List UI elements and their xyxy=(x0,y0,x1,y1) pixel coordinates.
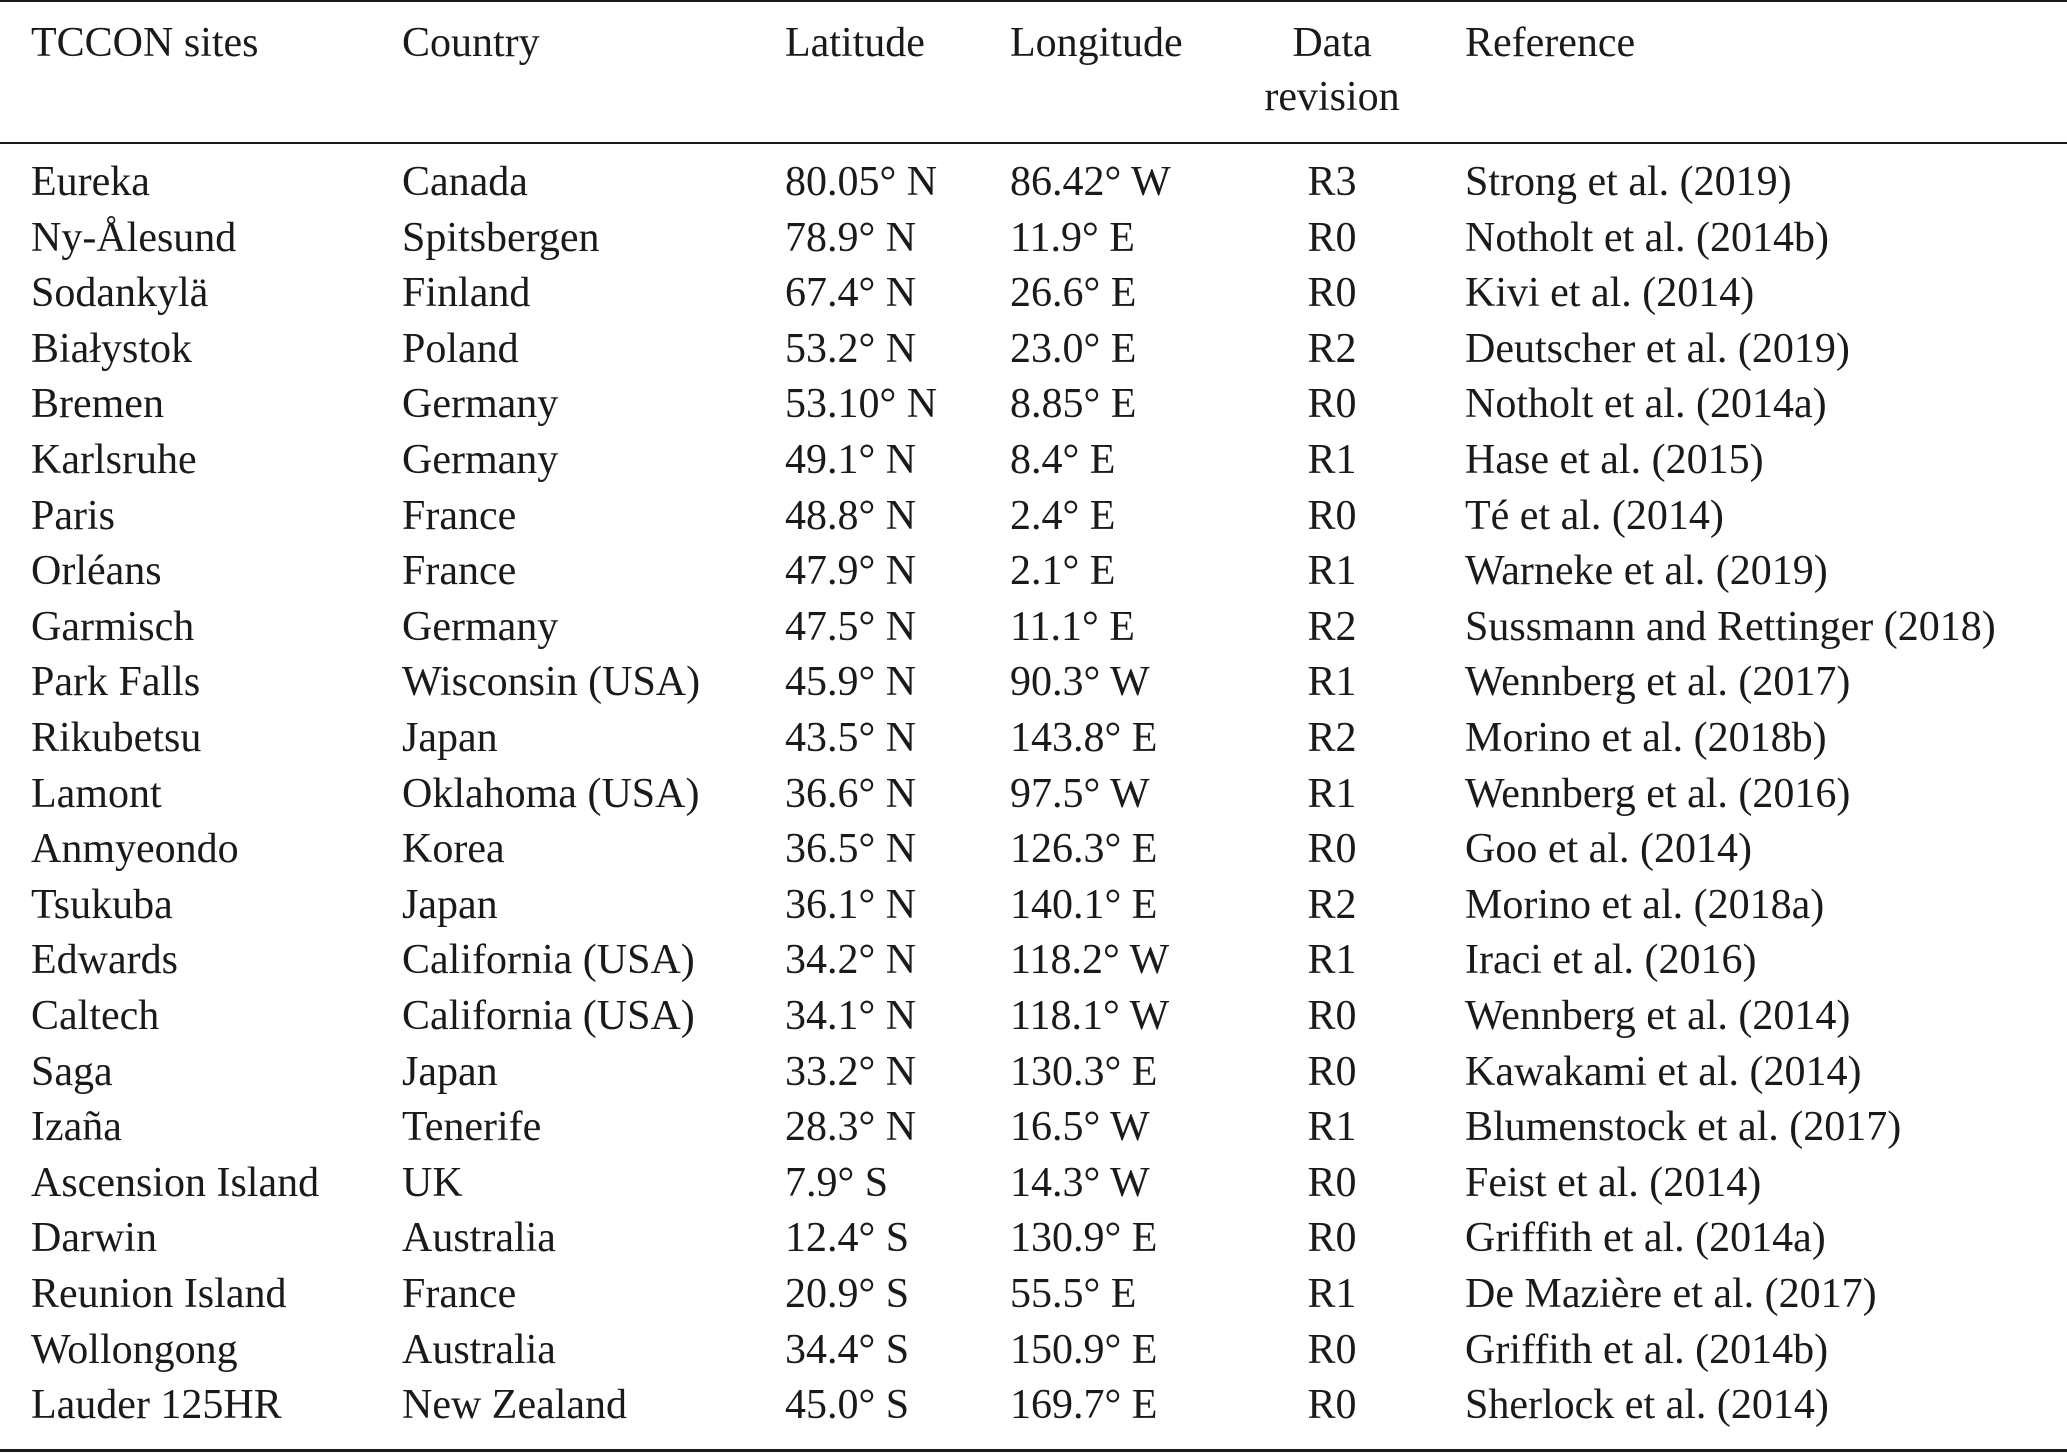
cell-reference: Morino et al. (2018a) xyxy=(1465,881,1825,928)
cell-longitude: 26.6° E xyxy=(1010,270,1137,317)
cell-longitude: 150.9° E xyxy=(1010,1326,1158,1373)
cell-longitude: 130.3° E xyxy=(1010,1048,1158,1095)
table-row xyxy=(0,822,2067,878)
cell-latitude: 49.1° N xyxy=(785,437,917,483)
table-row xyxy=(0,377,2067,433)
table-row xyxy=(0,989,2067,1045)
cell-latitude: 43.5° N xyxy=(785,715,917,761)
cell-revision: R1 xyxy=(1307,937,1357,984)
cell-revision: R1 xyxy=(1307,659,1357,706)
cell-country: Germany xyxy=(402,381,559,428)
cell-site: Sodankylä xyxy=(31,270,209,317)
cell-revision: R0 xyxy=(1307,1326,1357,1373)
cell-latitude: 45.9° N xyxy=(785,659,917,706)
cell-country: Oklahoma (USA) xyxy=(402,770,700,817)
cell-latitude: 36.6° N xyxy=(785,770,917,817)
cell-site: Eureka xyxy=(31,159,150,205)
cell-reference: Warneke et al. (2019) xyxy=(1465,548,1828,595)
cell-revision: R2 xyxy=(1307,603,1357,650)
cell-reference: Té et al. (2014) xyxy=(1465,492,1724,539)
cell-latitude: 33.2° N xyxy=(785,1048,917,1095)
cell-revision: R0 xyxy=(1307,492,1357,539)
cell-site: Saga xyxy=(31,1048,113,1095)
cell-country: Tenerife xyxy=(402,1104,542,1151)
cell-longitude: 11.9° E xyxy=(1010,214,1135,261)
cell-reference: Hase et al. (2015) xyxy=(1465,437,1764,483)
cell-country: California (USA) xyxy=(402,937,695,984)
cell-reference: Iraci et al. (2016) xyxy=(1465,937,1757,984)
cell-revision: R2 xyxy=(1307,715,1357,761)
cell-reference: Notholt et al. (2014a) xyxy=(1465,381,1827,428)
header-site: TCCON sites xyxy=(31,20,259,66)
header-revision-line2: revision xyxy=(1264,74,1400,120)
cell-country: France xyxy=(402,1271,517,1317)
cell-site: Darwin xyxy=(31,1215,157,1262)
cell-revision: R3 xyxy=(1307,159,1357,205)
cell-revision: R1 xyxy=(1307,1271,1357,1317)
cell-country: Canada xyxy=(402,159,528,205)
header-latitude: Latitude xyxy=(785,20,925,66)
table-row xyxy=(0,1156,2067,1212)
cell-country: New Zealand xyxy=(402,1382,628,1429)
cell-longitude: 8.4° E xyxy=(1010,437,1116,483)
cell-longitude: 90.3° W xyxy=(1010,659,1150,706)
cell-longitude: 140.1° E xyxy=(1010,881,1158,928)
table-row xyxy=(0,1211,2067,1267)
cell-site: Białystok xyxy=(31,325,193,372)
table-row xyxy=(0,600,2067,656)
cell-longitude: 118.1° W xyxy=(1010,993,1170,1039)
header-reference: Reference xyxy=(1465,20,1636,66)
cell-country: Japan xyxy=(402,881,498,928)
table-row xyxy=(0,211,2067,267)
cell-site: Ny-Ålesund xyxy=(31,214,237,261)
cell-site: Garmisch xyxy=(31,603,195,650)
cell-reference: Strong et al. (2019) xyxy=(1465,159,1792,205)
cell-country: Germany xyxy=(402,603,559,650)
header-revision-line1: Data xyxy=(1292,20,1372,66)
cell-revision: R1 xyxy=(1307,770,1357,817)
cell-longitude: 2.1° E xyxy=(1010,548,1116,595)
cell-site: Park Falls xyxy=(31,659,201,706)
cell-reference: Morino et al. (2018b) xyxy=(1465,715,1827,761)
cell-latitude: 34.2° N xyxy=(785,937,917,984)
table-row xyxy=(0,544,2067,600)
cell-site: Lauder 125HR xyxy=(31,1382,282,1429)
table-row xyxy=(0,711,2067,767)
table-row xyxy=(0,655,2067,711)
table-row xyxy=(0,489,2067,545)
cell-site: Lamont xyxy=(31,770,162,817)
cell-revision: R2 xyxy=(1307,881,1357,928)
cell-longitude: 55.5° E xyxy=(1010,1271,1137,1317)
cell-latitude: 48.8° N xyxy=(785,492,917,539)
cell-country: Spitsbergen xyxy=(402,214,600,261)
cell-latitude: 28.3° N xyxy=(785,1104,917,1151)
table-row xyxy=(0,1323,2067,1379)
cell-country: Germany xyxy=(402,437,559,483)
cell-reference: Goo et al. (2014) xyxy=(1465,826,1752,873)
cell-longitude: 23.0° E xyxy=(1010,325,1137,372)
cell-longitude: 169.7° E xyxy=(1010,1382,1158,1429)
cell-reference: Feist et al. (2014) xyxy=(1465,1159,1762,1206)
cell-reference: De Mazière et al. (2017) xyxy=(1465,1271,1877,1317)
cell-country: UK xyxy=(402,1159,463,1206)
cell-revision: R0 xyxy=(1307,826,1357,873)
cell-site: Caltech xyxy=(31,993,160,1039)
cell-latitude: 36.1° N xyxy=(785,881,917,928)
cell-latitude: 53.10° N xyxy=(785,381,938,428)
cell-reference: Blumenstock et al. (2017) xyxy=(1465,1104,1902,1151)
cell-country: Australia xyxy=(402,1326,556,1373)
table-row xyxy=(0,1100,2067,1156)
table-row xyxy=(0,878,2067,934)
cell-longitude: 86.42° W xyxy=(1010,159,1171,205)
cell-longitude: 143.8° E xyxy=(1010,715,1158,761)
cell-revision: R0 xyxy=(1307,381,1357,428)
cell-reference: Griffith et al. (2014b) xyxy=(1465,1326,1829,1373)
cell-reference: Wennberg et al. (2014) xyxy=(1465,993,1851,1039)
table-header-rule xyxy=(0,142,2067,144)
cell-site: Ascension Island xyxy=(31,1159,320,1206)
cell-reference: Wennberg et al. (2017) xyxy=(1465,659,1851,706)
cell-latitude: 36.5° N xyxy=(785,826,917,873)
cell-country: California (USA) xyxy=(402,993,695,1039)
header-country: Country xyxy=(402,20,540,66)
cell-latitude: 45.0° S xyxy=(785,1382,910,1429)
cell-revision: R0 xyxy=(1307,1215,1357,1262)
cell-reference: Kivi et al. (2014) xyxy=(1465,270,1755,317)
table-top-rule xyxy=(0,0,2067,2)
cell-longitude: 11.1° E xyxy=(1010,603,1135,650)
cell-country: Japan xyxy=(402,715,498,761)
cell-revision: R0 xyxy=(1307,270,1357,317)
cell-latitude: 7.9° S xyxy=(785,1159,889,1206)
cell-latitude: 47.9° N xyxy=(785,548,917,595)
cell-reference: Kawakami et al. (2014) xyxy=(1465,1048,1862,1095)
table-row xyxy=(0,433,2067,489)
cell-reference: Deutscher et al. (2019) xyxy=(1465,325,1850,372)
cell-reference: Sussmann and Rettinger (2018) xyxy=(1465,603,1996,650)
cell-revision: R0 xyxy=(1307,1048,1357,1095)
cell-country: Australia xyxy=(402,1215,556,1262)
cell-reference: Sherlock et al. (2014) xyxy=(1465,1382,1829,1429)
cell-longitude: 8.85° E xyxy=(1010,381,1137,428)
cell-longitude: 118.2° W xyxy=(1010,937,1170,984)
cell-latitude: 34.4° S xyxy=(785,1326,910,1373)
cell-site: Reunion Island xyxy=(31,1271,287,1317)
cell-revision: R0 xyxy=(1307,993,1357,1039)
cell-reference: Griffith et al. (2014a) xyxy=(1465,1215,1826,1262)
cell-site: Paris xyxy=(31,492,115,539)
cell-longitude: 16.5° W xyxy=(1010,1104,1150,1151)
cell-revision: R2 xyxy=(1307,325,1357,372)
cell-reference: Notholt et al. (2014b) xyxy=(1465,214,1829,261)
cell-country: Korea xyxy=(402,826,505,873)
cell-revision: R0 xyxy=(1307,1382,1357,1429)
table-row xyxy=(0,1267,2067,1323)
cell-latitude: 47.5° N xyxy=(785,603,917,650)
cell-site: Rikubetsu xyxy=(31,715,202,761)
cell-site: Wollongong xyxy=(31,1326,238,1373)
cell-longitude: 2.4° E xyxy=(1010,492,1116,539)
cell-revision: R1 xyxy=(1307,1104,1357,1151)
cell-revision: R0 xyxy=(1307,214,1357,261)
cell-site: Karlsruhe xyxy=(31,437,197,483)
cell-longitude: 126.3° E xyxy=(1010,826,1158,873)
cell-latitude: 53.2° N xyxy=(785,325,917,372)
cell-latitude: 20.9° S xyxy=(785,1271,910,1317)
cell-revision: R0 xyxy=(1307,1159,1357,1206)
cell-site: Tsukuba xyxy=(31,881,173,928)
header-longitude: Longitude xyxy=(1010,20,1183,66)
cell-country: Finland xyxy=(402,270,531,317)
cell-latitude: 80.05° N xyxy=(785,159,938,205)
cell-country: Wisconsin (USA) xyxy=(402,659,701,706)
cell-latitude: 67.4° N xyxy=(785,270,917,317)
cell-country: France xyxy=(402,492,517,539)
cell-revision: R1 xyxy=(1307,548,1357,595)
table-row xyxy=(0,155,2067,211)
cell-longitude: 97.5° W xyxy=(1010,770,1150,817)
cell-latitude: 34.1° N xyxy=(785,993,917,1039)
table-row xyxy=(0,767,2067,823)
cell-longitude: 130.9° E xyxy=(1010,1215,1158,1262)
cell-site: Orléans xyxy=(31,548,162,595)
cell-latitude: 12.4° S xyxy=(785,1215,910,1262)
table-bottom-rule xyxy=(0,1449,2067,1452)
cell-revision: R1 xyxy=(1307,437,1357,483)
cell-site: Bremen xyxy=(31,381,164,428)
cell-site: Izaña xyxy=(31,1104,122,1151)
cell-country: Japan xyxy=(402,1048,498,1095)
table-row xyxy=(0,266,2067,322)
table-row xyxy=(0,1045,2067,1101)
table-row xyxy=(0,933,2067,989)
cell-site: Edwards xyxy=(31,937,178,984)
table-row xyxy=(0,322,2067,378)
cell-site: Anmyeondo xyxy=(31,826,239,873)
cell-longitude: 14.3° W xyxy=(1010,1159,1150,1206)
cell-reference: Wennberg et al. (2016) xyxy=(1465,770,1851,817)
cell-latitude: 78.9° N xyxy=(785,214,917,261)
table-row xyxy=(0,1378,2067,1434)
cell-country: France xyxy=(402,548,517,595)
cell-country: Poland xyxy=(402,325,519,372)
